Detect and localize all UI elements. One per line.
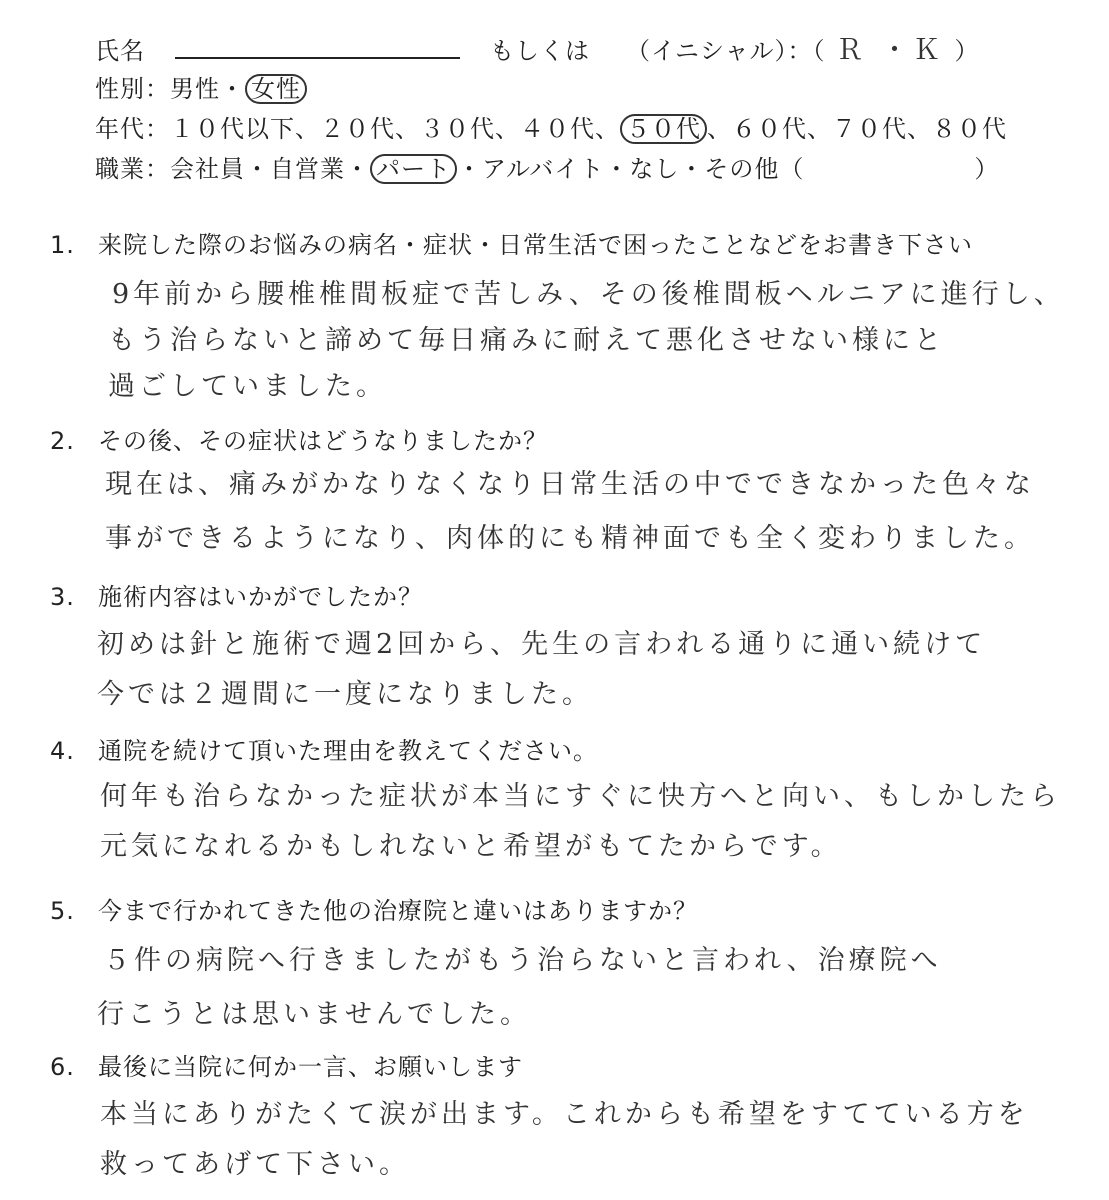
answer-5-line-1: ５件の病院へ行きましたがもう治らないと言われ、治療院へ [103, 945, 942, 976]
answer-1-line-2: もう治らないと諦めて毎日痛みに耐えて悪化させない様にと [108, 325, 945, 356]
question-number: 3. [50, 583, 75, 611]
job-label: 職業： [95, 155, 170, 183]
age-option-80s: ８０代 [932, 115, 1007, 143]
answer-3-line-2: 今では２週間に一度になりました。 [97, 679, 593, 710]
answer-1-line-1: 9年前から腰椎椎間板症で苦しみ、その後椎間板ヘルニアに進行し、 [112, 279, 1065, 310]
initial-close: ） [954, 37, 980, 65]
question-text: その後、その症状はどうなりましたか？ [98, 427, 548, 455]
answer-3-line-1: 初めは針と施術で週2回から、先生の言われる通りに通い続けて [97, 629, 987, 660]
age-option-40s: ４０代 [520, 115, 595, 143]
name-label: 氏名 [95, 37, 145, 65]
answer-6-line-1: 本当にありがたくて涙が出ます。これからも希望をすてている方を [100, 1099, 1029, 1130]
question-number: 1. [50, 231, 75, 259]
job-option-part-time-selected: パート [370, 154, 457, 184]
age-row: 年代：１０代以下、２０代、３０代、４０代、 ５０代 、６０代、７０代、８０代 [95, 115, 1007, 143]
question-text: 今まで行かれてきた他の治療院と違いはありますか？ [98, 897, 698, 925]
question-1 [50, 230, 973, 260]
answer-1-line-3: 過ごしていました。 [108, 371, 387, 402]
age-option-10s: １０代以下 [170, 115, 295, 143]
question-text: 最後に当院に何か一言、お願いします [98, 1053, 523, 1081]
answer-2-line-2: 事ができるようになり、肉体的にも精神面でも全く変わりました。 [105, 523, 1035, 554]
answer-5-line-2: 行こうとは思いませんでした。 [97, 999, 531, 1030]
age-option-50s-selected: ５０代 [620, 114, 707, 144]
age-option-30s: ３０代 [420, 115, 495, 143]
question-number: 6. [50, 1053, 75, 1081]
gender-row: 性別：男性・ 女性 [95, 74, 307, 104]
age-option-20s: ２０代 [320, 115, 395, 143]
gender-option-female-selected: 女性 [245, 74, 307, 104]
gender-option-male: 男性 [170, 75, 220, 103]
age-option-60s: ６０代 [732, 115, 807, 143]
job-other-close: ） [974, 155, 1000, 183]
answer-2-line-1: 現在は、痛みがかなりなくなり日常生活の中でできなかった色々な [105, 469, 1035, 500]
question-5 [50, 896, 698, 926]
gender-label: 性別： [95, 75, 170, 103]
job-option-other: その他（ [704, 155, 805, 183]
job-option-arbeit: アルバイト [482, 155, 605, 183]
question-3 [50, 582, 423, 612]
name-blank [175, 35, 460, 59]
question-4 [50, 736, 598, 766]
name-row [95, 33, 979, 67]
answer-4-line-1: 何年も治らなかった症状が本当にすぐに快方へと向い、もしかしたら [100, 781, 1061, 812]
question-text: 施術内容はいかがでしたか？ [98, 583, 423, 611]
question-number: 2. [50, 427, 75, 455]
job-option-self-employed: 自営業 [270, 155, 345, 183]
answer-6-line-2: 救ってあげて下さい。 [100, 1149, 410, 1180]
question-number: 4. [50, 737, 75, 765]
job-row: 職業：会社員・自営業・ パート ・アルバイト・なし・その他（ ） [95, 155, 1000, 183]
age-label: 年代： [95, 115, 170, 143]
answer-4-line-2: 元気になれるかもしれないと希望がもてたからです。 [100, 831, 842, 862]
question-2 [50, 426, 548, 456]
job-option-employee: 会社員 [170, 155, 245, 183]
question-text: 通院を続けて頂いた理由を教えてください。 [98, 737, 598, 765]
initial-value: Ｒ ・Ｋ [835, 33, 945, 66]
initial-label: （イニシャル）：（ [626, 37, 826, 65]
question-text: 来院した際のお悩みの病名・症状・日常生活で困ったことなどをお書き下さい [98, 231, 973, 259]
job-option-none: なし [629, 155, 680, 183]
question-6 [50, 1052, 523, 1082]
or-label: もしくは [490, 37, 590, 65]
question-number: 5. [50, 897, 75, 925]
age-option-70s: ７０代 [832, 115, 907, 143]
